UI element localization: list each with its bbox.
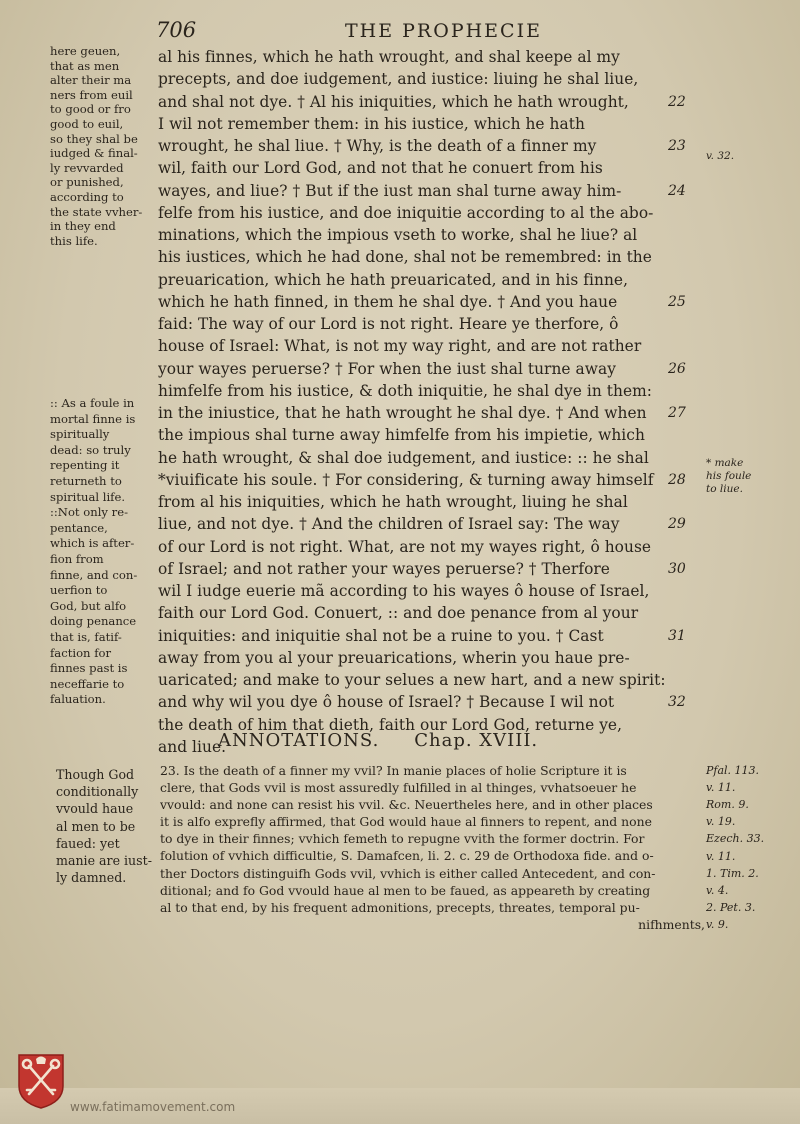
annotation-reference: v. 11. bbox=[706, 849, 736, 863]
verse-number: 24 bbox=[668, 182, 686, 199]
annotation-reference: 1. Tim. 2. bbox=[706, 866, 759, 880]
text-line: he hath wrought, & shal doe iudgement, and iustice: :: he shal bbox=[158, 448, 649, 467]
text-line: which he hath finned, in them he shal dye. † And you haue bbox=[158, 292, 618, 311]
margin-note-line: returneth to bbox=[50, 473, 122, 488]
text-line: felfe from his iustice, and doe iniquitie according to al the abo- bbox=[158, 203, 654, 222]
margin-note-line: finnes past is bbox=[50, 661, 128, 676]
star-note-line: * make bbox=[706, 457, 744, 469]
margin-note-line: here geuen, bbox=[50, 44, 121, 58]
margin-note-line: repenting it bbox=[50, 458, 120, 473]
annotation-reference: v. 4. bbox=[706, 883, 729, 897]
text-line: of Israel; and not rather your wayes peruerse? † Therfore bbox=[158, 559, 610, 578]
text-line: the impious shal turne away himfelfe from his impietie, which bbox=[158, 426, 645, 445]
annotation-line: to dye in their finnes; vvhich femeth to repugne vvith the former doctrin. For bbox=[160, 831, 645, 847]
annotation-note-line: conditionally bbox=[56, 784, 139, 800]
margin-note-line: according to bbox=[50, 189, 124, 204]
annotation-note-line: vvould haue bbox=[56, 801, 134, 817]
margin-note-line: fion from bbox=[50, 551, 104, 566]
annotation-reference: v. 11. bbox=[706, 781, 736, 795]
verse-number: 29 bbox=[668, 516, 686, 533]
annotation-note-line: ly damned. bbox=[56, 870, 127, 886]
margin-note-line: so they shal be bbox=[50, 131, 138, 146]
running-title: THE PROPHECIE bbox=[345, 20, 542, 42]
left-margin-note-1 bbox=[50, 44, 154, 248]
text-line: his iustices, which he had done, shal not be remembred: in the bbox=[158, 248, 652, 267]
text-line: wil I iudge euerie mã according to his wayes ô house of Israel, bbox=[158, 582, 650, 600]
right-margin-star-note bbox=[706, 457, 776, 496]
annotation-note-line: manie are iust- bbox=[56, 852, 152, 868]
annotation-left-note bbox=[56, 766, 156, 886]
margin-note-line: doing penance bbox=[50, 614, 137, 629]
annotations-title: ANNOTATIONS. bbox=[218, 730, 380, 751]
annotation-reference: Pfal. 113. bbox=[706, 764, 760, 777]
annotation-reference: v. 19. bbox=[706, 815, 736, 829]
margin-note-line: alter their ma bbox=[50, 73, 132, 88]
margin-note-line: finne, and con- bbox=[50, 567, 138, 582]
text-line: and why wil you dye ô house of Israel? † Because I wil not bbox=[158, 693, 615, 712]
margin-note-line: that as men bbox=[50, 58, 120, 73]
text-line: away from you al your preuarications, wherin you haue pre- bbox=[158, 648, 630, 667]
annotation-line: nifhments, bbox=[638, 916, 705, 932]
margin-note-line: which is after- bbox=[50, 536, 135, 551]
margin-note-line: to good or fro bbox=[50, 102, 131, 117]
verse-number: 32 bbox=[668, 694, 686, 711]
text-line: wil, faith our Lord God, and not that he conuert from his bbox=[158, 159, 603, 178]
margin-note-line: or punished, bbox=[50, 175, 124, 190]
verse-number: 28 bbox=[668, 471, 686, 488]
margin-note-line: mortal finne is bbox=[50, 411, 136, 426]
annotation-line: it is alfo exprefly affirmed, that God would haue al finners to repent, and none bbox=[160, 814, 652, 830]
annotation-reference: 2. Pet. 3. bbox=[706, 900, 756, 914]
margin-note-line: the state vvher- bbox=[50, 204, 143, 219]
margin-note-line: neceffarie to bbox=[50, 676, 125, 691]
margin-note-line: in they end bbox=[50, 219, 116, 234]
verse-number: 25 bbox=[668, 293, 686, 310]
page-number: 706 bbox=[156, 18, 197, 42]
margin-note-line: that is, fatif- bbox=[50, 629, 122, 644]
annotation-reference: v. 9. bbox=[706, 917, 729, 931]
annotation-body bbox=[160, 762, 705, 933]
text-line: in the iniustice, that he hath wrought he shal dye. † And when bbox=[158, 404, 647, 422]
text-line: liue, and not dye. † And the children of Israel say: The way bbox=[158, 515, 620, 534]
margin-note-line: faluation. bbox=[50, 692, 106, 707]
star-note-line: his foule bbox=[706, 470, 752, 482]
verse-number: 23 bbox=[668, 138, 686, 154]
margin-note-line: God, but alfo bbox=[50, 598, 127, 613]
text-line: and liue. bbox=[158, 737, 227, 756]
cross-reference: v. 32. bbox=[706, 150, 735, 162]
annotations-chapter: Chap. XVIII. bbox=[414, 730, 539, 751]
annotation-line: vvould: and none can resist his vvil. &c. Neuertheles here, and in other places bbox=[160, 797, 653, 813]
papal-keys-logo-icon bbox=[16, 1052, 66, 1110]
text-line: faith our Lord God. Conuert, :: and doe penance from al your bbox=[158, 604, 639, 623]
annotation-line: ditional; and fo God vvould haue al men to be faued, as appeareth by creating bbox=[160, 882, 651, 898]
margin-note-line: this life. bbox=[50, 233, 98, 248]
margin-note-line: ners from euil bbox=[50, 87, 133, 102]
text-line: minations, which the impious vseth to worke, shal he liue? al bbox=[158, 226, 638, 244]
text-line: uaricated; and make to your selues a new hart, and a new spirit: bbox=[158, 671, 666, 689]
margin-note-line: iudged & final- bbox=[50, 146, 138, 161]
margin-note-line: ly revvarded bbox=[50, 160, 124, 175]
main-text-column bbox=[158, 46, 698, 758]
margin-note-line: pentance, bbox=[50, 520, 108, 535]
text-line: I wil not remember them: in his iustice, which he hath bbox=[158, 114, 585, 133]
verse-number: 30 bbox=[668, 560, 686, 577]
annotation-line: al to that end, by his frequent admonitions, precepts, threates, temporal pu- bbox=[160, 899, 640, 915]
star-note-line: to liue. bbox=[706, 483, 743, 495]
text-line: and shal not dye. † Al his iniquities, which he hath wrought, bbox=[158, 92, 629, 111]
text-line: al his finnes, which he hath wrought, and shal keepe al my bbox=[158, 48, 620, 66]
text-line: *viuificate his soule. † For considering, & turning away himself bbox=[158, 470, 654, 489]
annotation-line: ther Doctors distinguifh Gods vvil, vvhich is either called Antecedent, and con- bbox=[160, 865, 656, 881]
text-line: preuarication, which he hath preuaricated, and in his finne, bbox=[158, 270, 629, 289]
verse-number: 26 bbox=[668, 360, 686, 377]
annotation-note-line: al men to be bbox=[56, 818, 136, 834]
text-line: your wayes peruerse? † For when the iust shal turne away bbox=[158, 359, 616, 378]
page-header bbox=[0, 18, 800, 44]
watermark-text: www.fatimamovement.com bbox=[70, 1100, 236, 1114]
text-line: wrought, he shal liue. † Why, is the death of a finner my bbox=[158, 137, 597, 155]
left-margin-note-2 bbox=[50, 396, 154, 708]
margin-note-line: faction for bbox=[50, 645, 112, 660]
text-line: precepts, and doe iudgement, and iustice: liuing he shal liue, bbox=[158, 70, 639, 89]
margin-note-line: spiritually bbox=[50, 427, 110, 442]
margin-note-line: good to euil, bbox=[50, 116, 124, 131]
margin-note-line: :: As a foule in bbox=[50, 396, 135, 410]
margin-note-line: spiritual life. bbox=[50, 489, 126, 504]
text-line: wayes, and liue? † But if the iust man shal turne away him- bbox=[158, 181, 622, 200]
verse-number: 27 bbox=[668, 405, 686, 421]
text-line: the death of him that dieth, faith our Lord God, returne ye, bbox=[158, 715, 623, 734]
text-line: house of Israel: What, is not my way right, and are not rather bbox=[158, 337, 642, 356]
text-line: himfelfe from his iustice, & doth iniquitie, he shal dye in them: bbox=[158, 381, 652, 400]
right-margin-ref bbox=[706, 150, 776, 163]
annotations-heading bbox=[218, 730, 538, 751]
text-line: faid: The way of our Lord is not right. Heare ye therfore, ô bbox=[158, 315, 619, 333]
annotation-note-line: Though God bbox=[56, 767, 135, 782]
annotation-line: clere, that Gods vvil is most assuredly fulfilled in al thinges, vvhatsoeuer he bbox=[160, 780, 637, 796]
margin-note-line: ::Not only re- bbox=[50, 505, 128, 520]
verse-number: 22 bbox=[668, 93, 686, 110]
annotation-reference: Ezech. 33. bbox=[706, 832, 765, 846]
text-line: of our Lord is not right. What, are not my wayes right, ô house bbox=[158, 537, 652, 556]
annotation-line: 23. Is the death of a finner my vvil? In manie places of holie Scripture it is bbox=[160, 763, 627, 778]
annotation-line: folution of vvhich difficultie, S. Damafcen, li. 2. c. 29 de Orthodoxa fide. and o- bbox=[160, 848, 654, 864]
annotation-reference: Rom. 9. bbox=[706, 798, 749, 812]
margin-note-line: uerfion to bbox=[50, 583, 108, 598]
margin-note-line: dead: so truly bbox=[50, 442, 131, 457]
text-line: iniquities: and iniquitie shal not be a ruine to you. † Cast bbox=[158, 626, 604, 645]
annotation-note-line: faued: yet bbox=[56, 835, 120, 851]
text-line: from al his iniquities, which he hath wrought, liuing he shal bbox=[158, 493, 628, 511]
verse-number: 31 bbox=[668, 627, 686, 644]
